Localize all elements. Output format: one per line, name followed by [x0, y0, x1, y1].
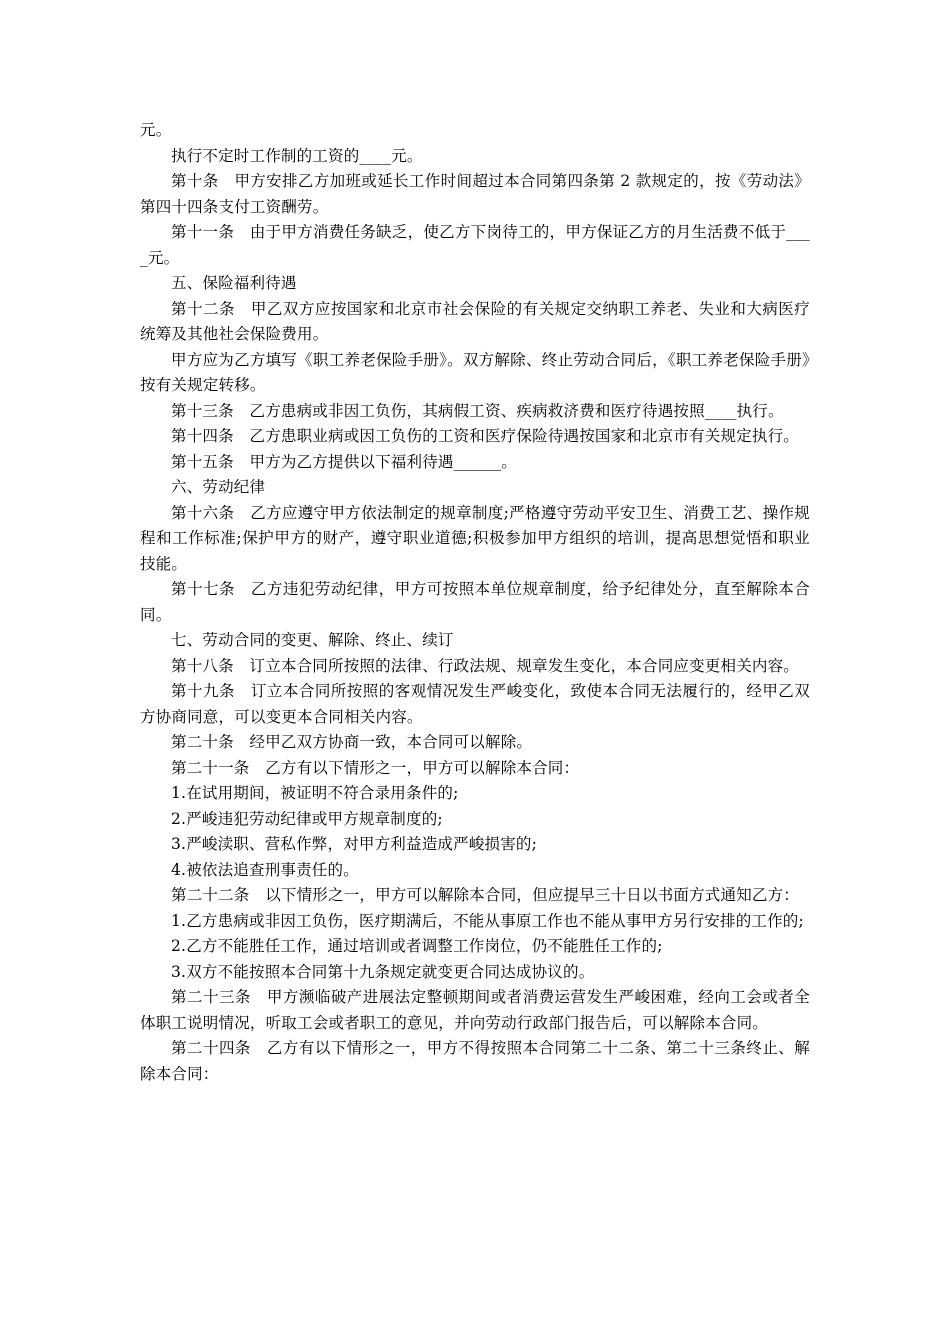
paragraph: 第十三条 乙方患病或非因工负伤，其病假工资、疾病救济费和医疗待遇按照____执行。: [171, 401, 784, 420]
paragraph: 第二十条 经甲乙双方协商一致，本合同可以解除。: [171, 733, 533, 751]
paragraph: 第十一条 由于甲方消费任务缺乏，使乙方下岗待工的，甲方保证乙方的月生活费不低于____元。: [140, 223, 810, 267]
list-item: 4.被依法追查刑事责任的。: [171, 860, 359, 879]
paragraph: 第二十一条 乙方有以下情形之一，甲方可以解除本合同：: [171, 758, 580, 777]
paragraph: 执行不定时工作制的工资的____元。: [171, 146, 423, 165]
paragraph: 第十七条 乙方违犯劳动纪律，甲方可按照本单位规章制度，给予纪律处分，直至解除本合同。: [140, 580, 810, 624]
section-heading: 六、劳动纪律: [171, 478, 266, 496]
list-item: 2.严峻违犯劳动纪律或甲方规章制度的;: [171, 809, 443, 828]
list-item: 1.乙方患病或非因工负伤，医疗期满后，不能从事原工作也不能从事甲方另行安排的工作的;: [171, 911, 804, 930]
section-heading: 七、劳动合同的变更、解除、终止、续订: [171, 631, 454, 649]
paragraph: 第十八条 订立本合同所按照的法律、行政法规、规章发生变化，本合同应变更相关内容。: [171, 656, 800, 675]
paragraph: 第十二条 甲乙双方应按国家和北京市社会保险的有关规定交纳职工养老、失业和大病医疗统筹及其他社会保险费用。: [140, 299, 810, 343]
list-item: 1.在试用期间，被证明不符合录用条件的;: [171, 784, 459, 802]
section-heading: 五、保险福利待遇: [171, 274, 297, 292]
list-item: 2.乙方不能胜任工作，通过培训或者调整工作岗位，仍不能胜任工作的;: [171, 937, 663, 955]
paragraph: 第十六条 乙方应遵守甲方依法制定的规章制度;严格遵守劳动平安卫生、消费工艺、操作规程和工作标准;保护甲方的财产，遵守职业道德;积极参加甲方组织的培训，提高思想觉悟和职业技能。: [140, 503, 810, 573]
paragraph: 元。: [140, 121, 172, 139]
paragraph: 甲方应为乙方填写《职工养老保险手册》。双方解除、终止劳动合同后，《职工养老保险手册》按有关规定转移。: [140, 350, 810, 394]
list-item: 3.双方不能按照本合同第十九条规定就变更合同达成协议的。: [171, 962, 595, 981]
paragraph: 第十条 甲方安排乙方加班或延长工作时间超过本合同第四条第 2 款规定的，按《劳动法》第四十四条支付工资酬劳。: [140, 172, 810, 216]
paragraph: 第二十四条 乙方有以下情形之一，甲方不得按照本合同第二十二条、第二十三条终止、解除本合同：: [140, 1039, 810, 1083]
paragraph: 第十五条 甲方为乙方提供以下福利待遇______。: [171, 452, 518, 471]
list-item: 3.严峻渎职、营私作弊，对甲方利益造成严峻损害的;: [171, 835, 538, 853]
paragraph: 第二十三条 甲方濒临破产进展法定整顿期间或者消费运营发生严峻困难，经向工会或者全体职工说明情况，听取工会或者职工的意见，并向劳动行政部门报告后，可以解除本合同。: [140, 988, 810, 1032]
paragraph: 第十四条 乙方患职业病或因工负伤的工资和医疗保险待遇按国家和北京市有关规定执行。: [171, 427, 800, 445]
paragraph: 第二十二条 以下情形之一，甲方可以解除本合同，但应提早三十日以书面方式通知乙方：: [171, 886, 800, 904]
document-page: [140, 118, 810, 1087]
paragraph: 第十九条 订立本合同所按照的客观情况发生严峻变化，致使本合同无法履行的，经甲乙双方协商同意，可以变更本合同相关内容。: [140, 682, 810, 726]
